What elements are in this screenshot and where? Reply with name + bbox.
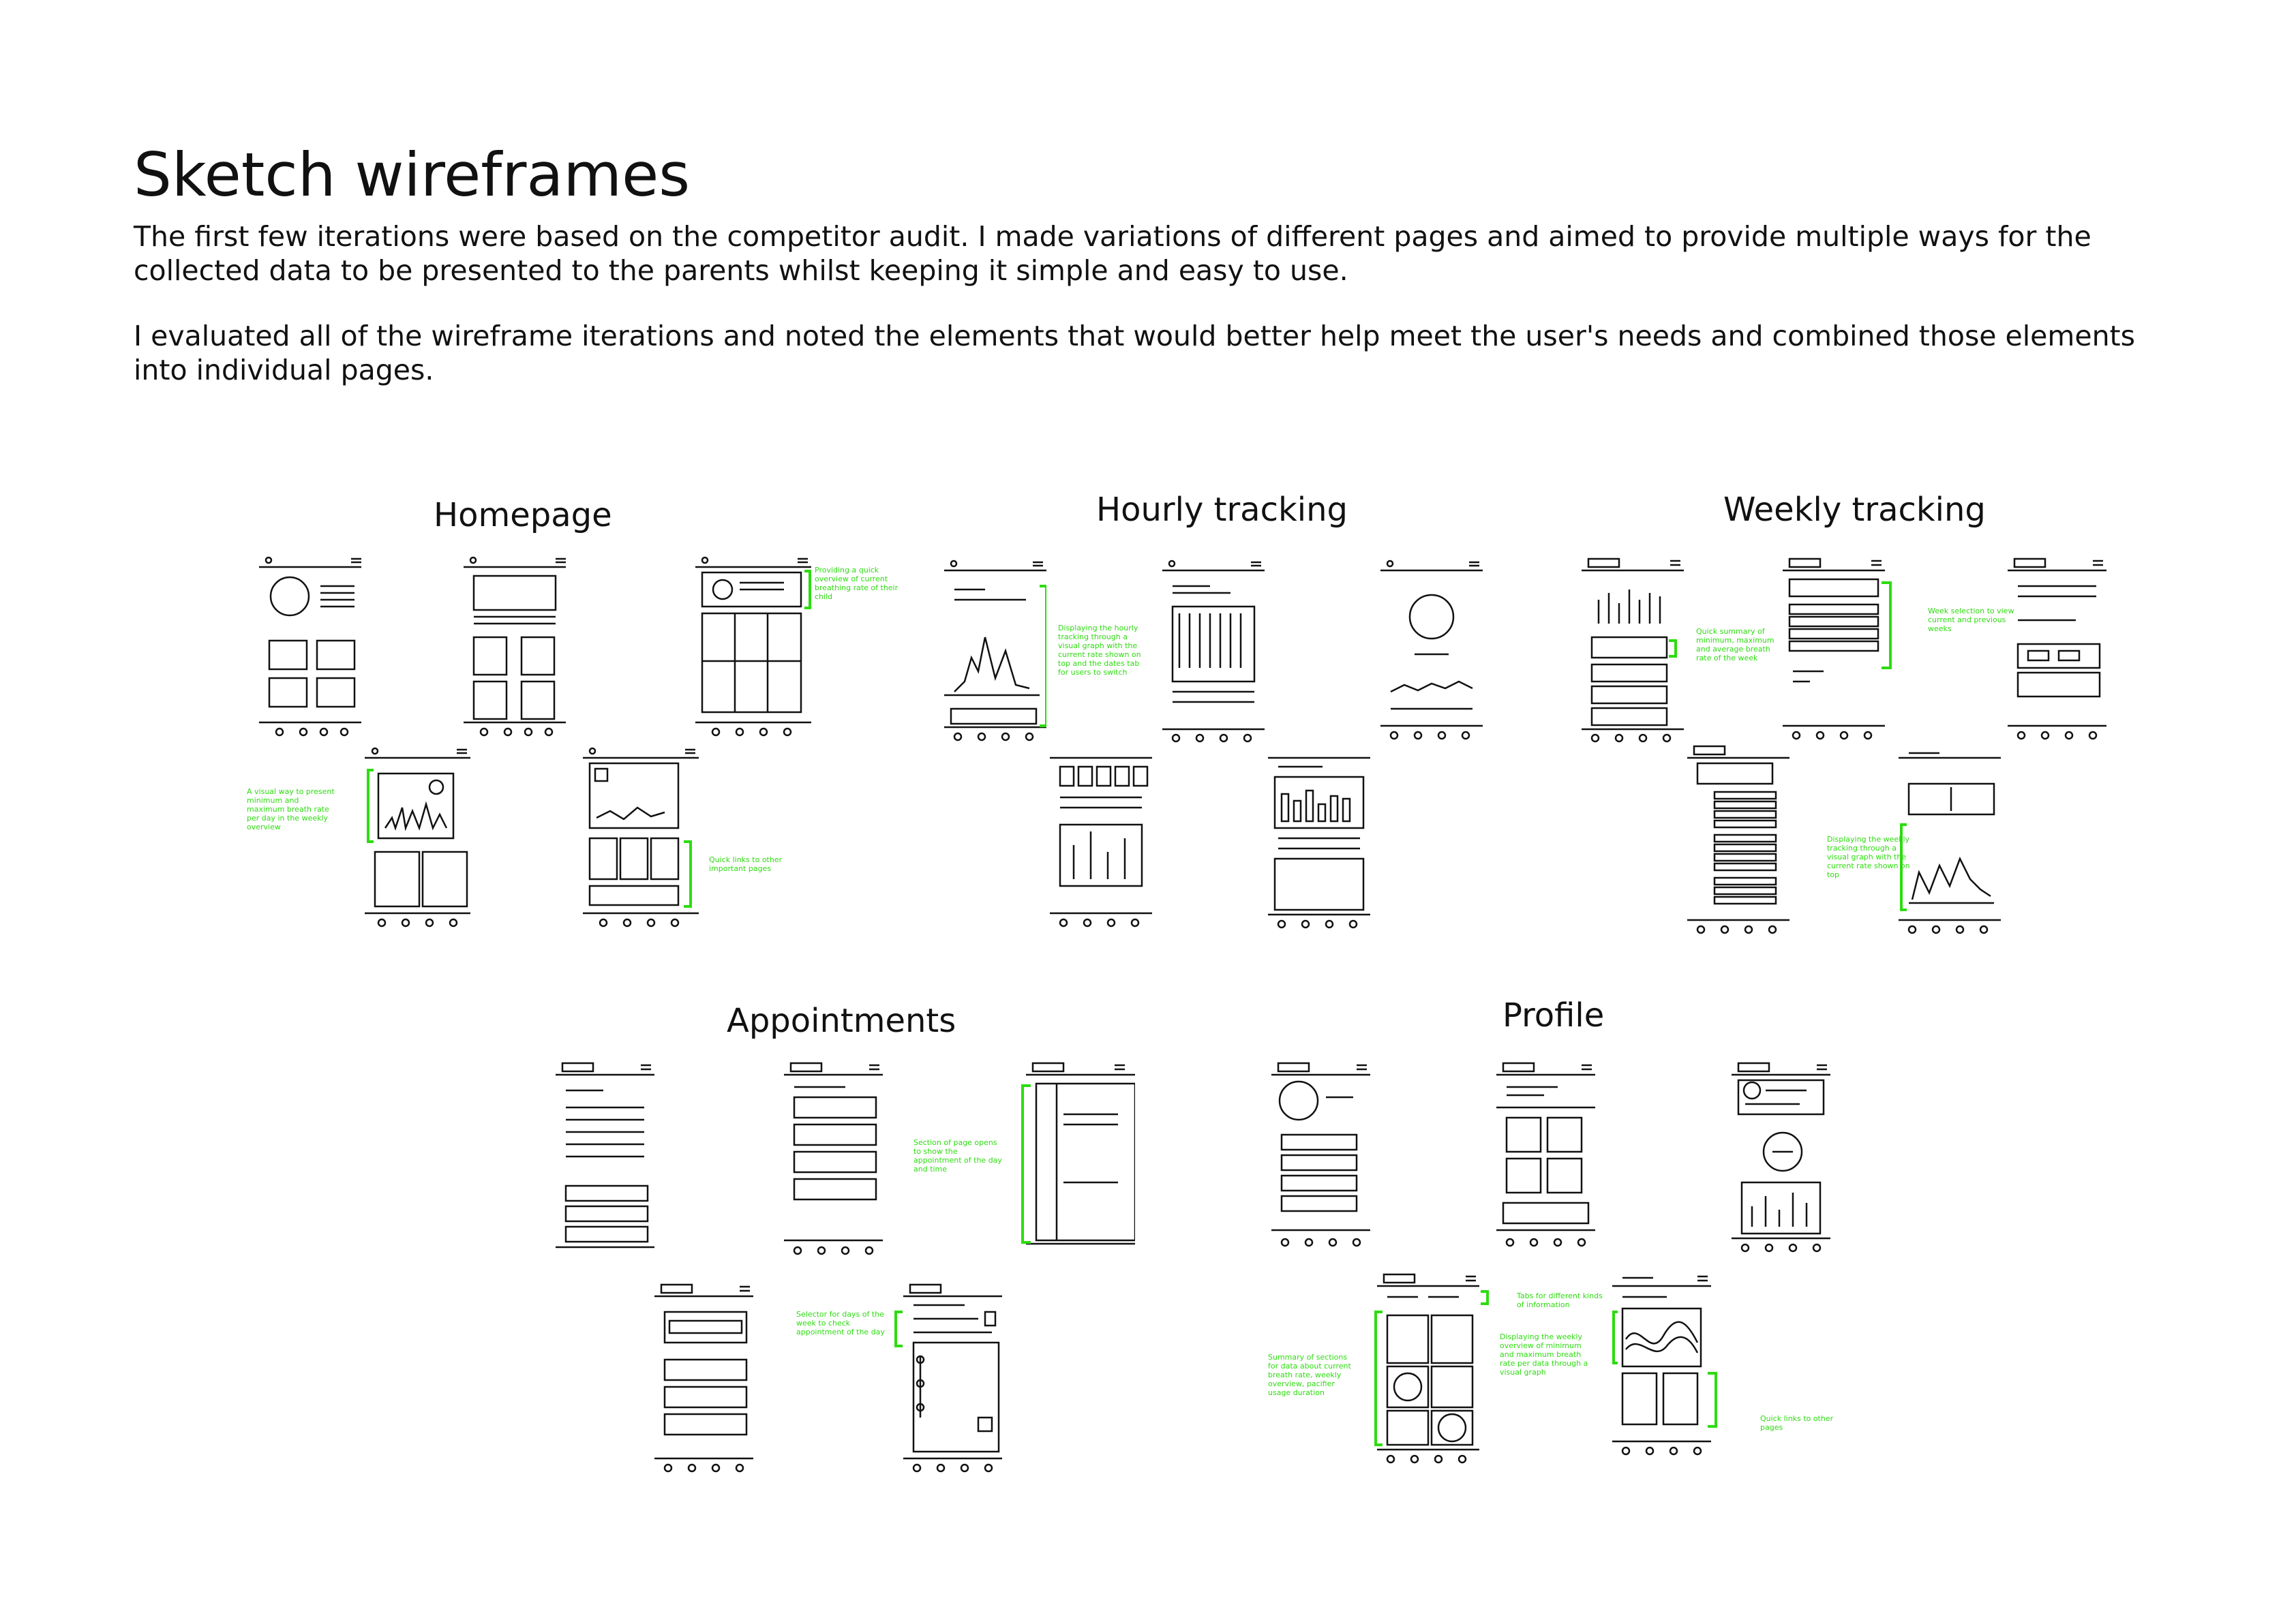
evaluation-paragraph: I evaluated all of the wireframe iterations and noted the elements that would better help meet the user's needs and combined those elements into individual pages. bbox=[134, 320, 2135, 386]
note-appt-section: Section of page opens to show the appointment of the day and time bbox=[913, 1138, 1002, 1174]
note-home-visual: A visual way to present minimum and maximum breath rate per day in the weekly overview bbox=[247, 787, 335, 831]
wireframe-appt-5 bbox=[903, 1281, 1012, 1479]
section-title-weekly: Weekly tracking bbox=[1723, 491, 1986, 529]
wireframe-appt-3 bbox=[1016, 1060, 1135, 1257]
section-title-appointments: Appointments bbox=[727, 1002, 956, 1040]
wireframe-hourly-3 bbox=[1380, 555, 1483, 746]
wireframe-appt-1 bbox=[556, 1060, 658, 1257]
note-profile-tabs: Tabs for different kinds of information bbox=[1517, 1291, 1603, 1309]
wireframe-weekly-3 bbox=[2008, 555, 2110, 746]
note-home-overview: Providing a quick overview of current breathing rate of their child bbox=[815, 566, 898, 601]
section-title-profile: Profile bbox=[1502, 996, 1605, 1035]
section-title-hourly: Hourly tracking bbox=[1096, 491, 1348, 529]
wireframe-profile-2 bbox=[1496, 1060, 1599, 1257]
appt-selector-bracket bbox=[886, 1309, 907, 1349]
note-profile-weekly: Displaying the weekly overview of minimum and maximum breath rate per data through a visual graph bbox=[1500, 1332, 1588, 1377]
wireframe-hourly-2 bbox=[1162, 555, 1265, 746]
wireframe-home-1 bbox=[259, 552, 361, 743]
note-home-links: Quick links to other important pages bbox=[709, 855, 783, 873]
section-title-homepage: Homepage bbox=[434, 496, 612, 534]
wireframe-appt-4 bbox=[654, 1281, 757, 1479]
wireframe-appt-2 bbox=[784, 1060, 886, 1257]
wireframe-profile-4 bbox=[1363, 1271, 1496, 1469]
wireframe-hourly-5 bbox=[1268, 743, 1370, 934]
wireframe-home-2 bbox=[464, 552, 566, 743]
note-hourly-graph: Displaying the hourly tracking through a visual graph with the current rate shown on top and the dates tab for users to switch bbox=[1058, 624, 1141, 677]
wireframe-profile-5 bbox=[1612, 1271, 1742, 1469]
wireframe-profile-1 bbox=[1271, 1060, 1374, 1257]
note-appt-selector: Selector for days of the week to check appointment of the day bbox=[796, 1310, 885, 1336]
note-profile-links: Quick links to other pages bbox=[1760, 1414, 1834, 1432]
wireframe-weekly-2 bbox=[1783, 555, 1899, 746]
wireframe-home-3 bbox=[695, 552, 811, 743]
wireframe-hourly-4 bbox=[1050, 743, 1152, 934]
wireframe-weekly-4 bbox=[1687, 743, 1789, 940]
note-profile-summary: Summary of sections for data about current breath rate, weekly overview, pacifier usage duration bbox=[1268, 1353, 1351, 1397]
intro-paragraph: The first few iterations were based on the competitor audit. I made variations of different pages and aimed to provide multiple ways for the collected data to be presented to the parents whilst keeping it simple and easy to use. bbox=[134, 220, 2091, 287]
note-weekly-graph: Displaying the weekly tracking through a visual graph with the current rate shown on top bbox=[1827, 835, 1910, 879]
wireframe-home-4 bbox=[354, 743, 470, 934]
wireframe-weekly-1 bbox=[1582, 555, 1684, 746]
wireframe-hourly-1 bbox=[944, 555, 1046, 746]
page-title: Sketch wireframes bbox=[134, 140, 691, 210]
note-weekly-selection: Week selection to view current and previous weeks bbox=[1928, 607, 2014, 633]
note-weekly-summary: Quick summary of minimum, maximum and average breath rate of the week bbox=[1696, 627, 1774, 662]
wireframe-home-5 bbox=[583, 743, 699, 934]
wireframe-profile-3 bbox=[1732, 1060, 1834, 1257]
